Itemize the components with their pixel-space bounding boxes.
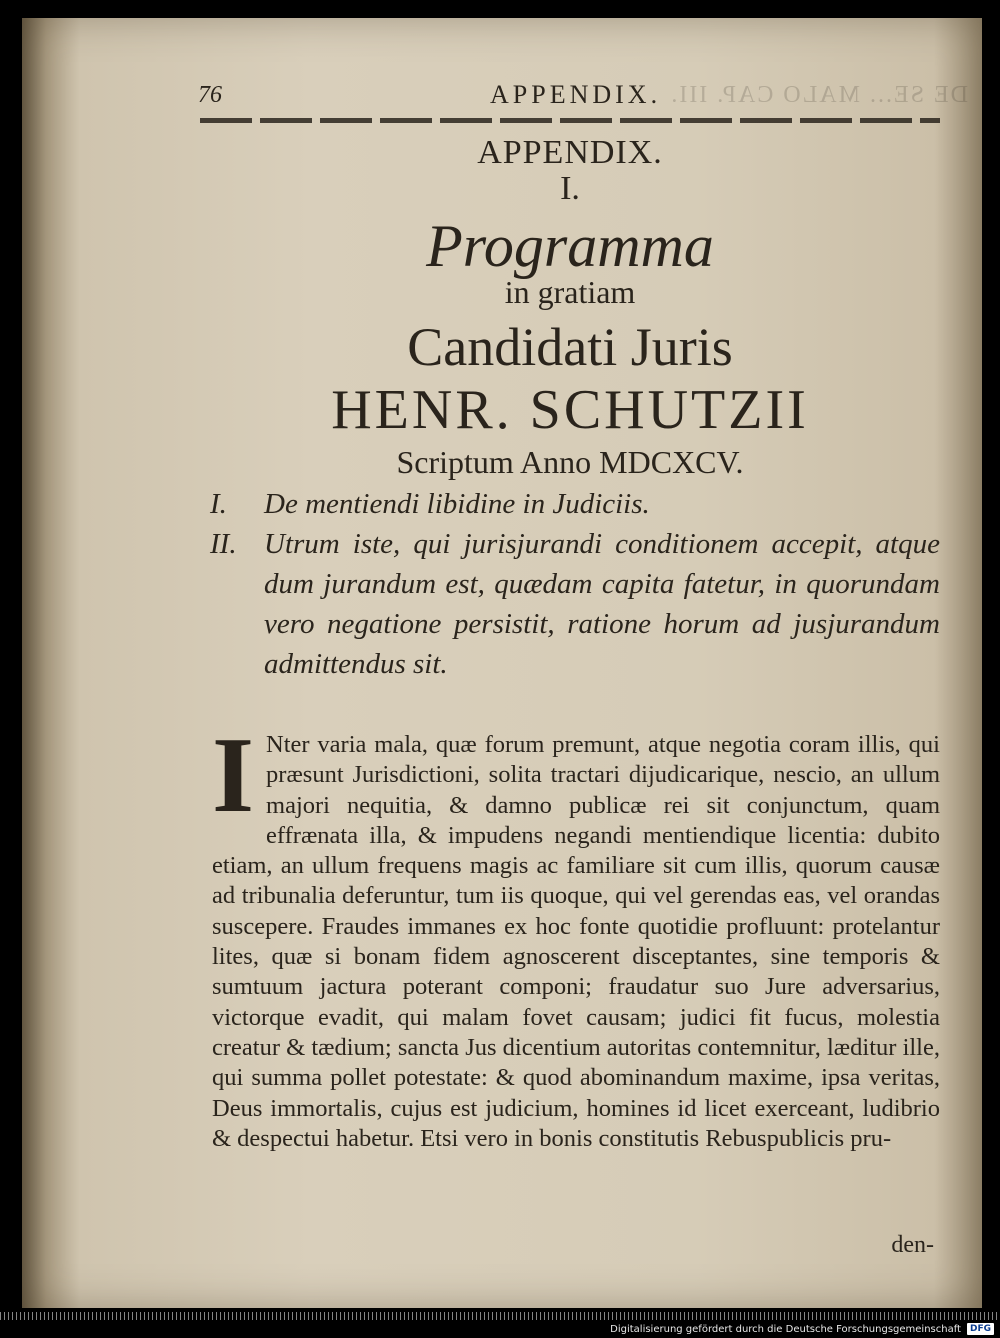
running-head: APPENDIX. <box>490 80 662 109</box>
question-text: Utrum iste, qui jurisjurandi conditionem accepit, atque dum jurandum est, quædam capita fatetur, in quorundam vero negatione persistit, ratione horum ad jusjurandum admittendus sit. <box>264 528 940 680</box>
candidate-name: HENR. SCHUTZII <box>331 379 809 441</box>
bleed-through-text: DE SE... MALO CAP. III. <box>669 82 968 108</box>
question-item <box>210 484 940 524</box>
header-rule <box>200 118 940 123</box>
section-number: I. <box>560 170 580 207</box>
catchword: den- <box>891 1232 934 1258</box>
page-header <box>198 78 968 112</box>
question-text: De mentiendi libidine in Judiciis. <box>264 488 650 520</box>
question-item <box>210 524 940 684</box>
candidate-line: Candidati Juris <box>407 317 733 377</box>
program-title: Programma <box>426 213 714 279</box>
appendix-title: APPENDIX. <box>477 134 663 171</box>
page-number: 76 <box>198 82 222 108</box>
drop-cap: I <box>212 716 255 835</box>
question-list <box>210 484 940 684</box>
in-gratiam-line: in gratiam <box>504 274 636 310</box>
footer-credit: Digitalisierung gefördert durch die Deutsche Forschungsgemeinschaft <box>610 1323 961 1335</box>
body-paragraph <box>212 716 940 1154</box>
dfg-logo-icon: DFG <box>967 1323 994 1335</box>
question-number: II. <box>210 528 237 560</box>
date-line: Scriptum Anno MDCXCV. <box>396 444 744 480</box>
ruler-ticks <box>0 1312 1000 1320</box>
question-number: I. <box>210 488 227 520</box>
digitization-footer <box>610 1322 994 1336</box>
body-text: Nter varia mala, quæ forum premunt, atque negotia coram illis, qui præsunt Jurisdictioni, solita tractari dijudicarique, nescio, an ullum majori nequitia, & damno publicæ rei sit conjunctum, quam effrænata illa, & impudens negandi mentiendique licentia: dubito etiam, an ullum frequens magis ac familiare sit cum illis, quorum causæ ad tribunalia deferuntur, tum iis quoque, qui vel gerendas eas, vel orandas suscepere. Fraudes immanes ex hoc fonte quotidie profluunt: protelantur lites, quæ si bonam fidem agnoscerent disceptantes, sine temporis & sumtuum jactura poterant componi; fraudatur suo Jure adversarius, victorque evadit, qui malam fovet causam; judici fit fucus, molestia creatur & tædium; sancta Jus dicentium autoritas contemnitur, læditur ille, qui summa pollet potestate: & quod abominandum maxime, ipsa veritas, Deus immortalis, cujus est judicium, homines id licet exerceant, ludibrio & despectui habetur. Etsi vero in bonis constitutis Rebuspublicis pru- <box>212 731 940 1152</box>
